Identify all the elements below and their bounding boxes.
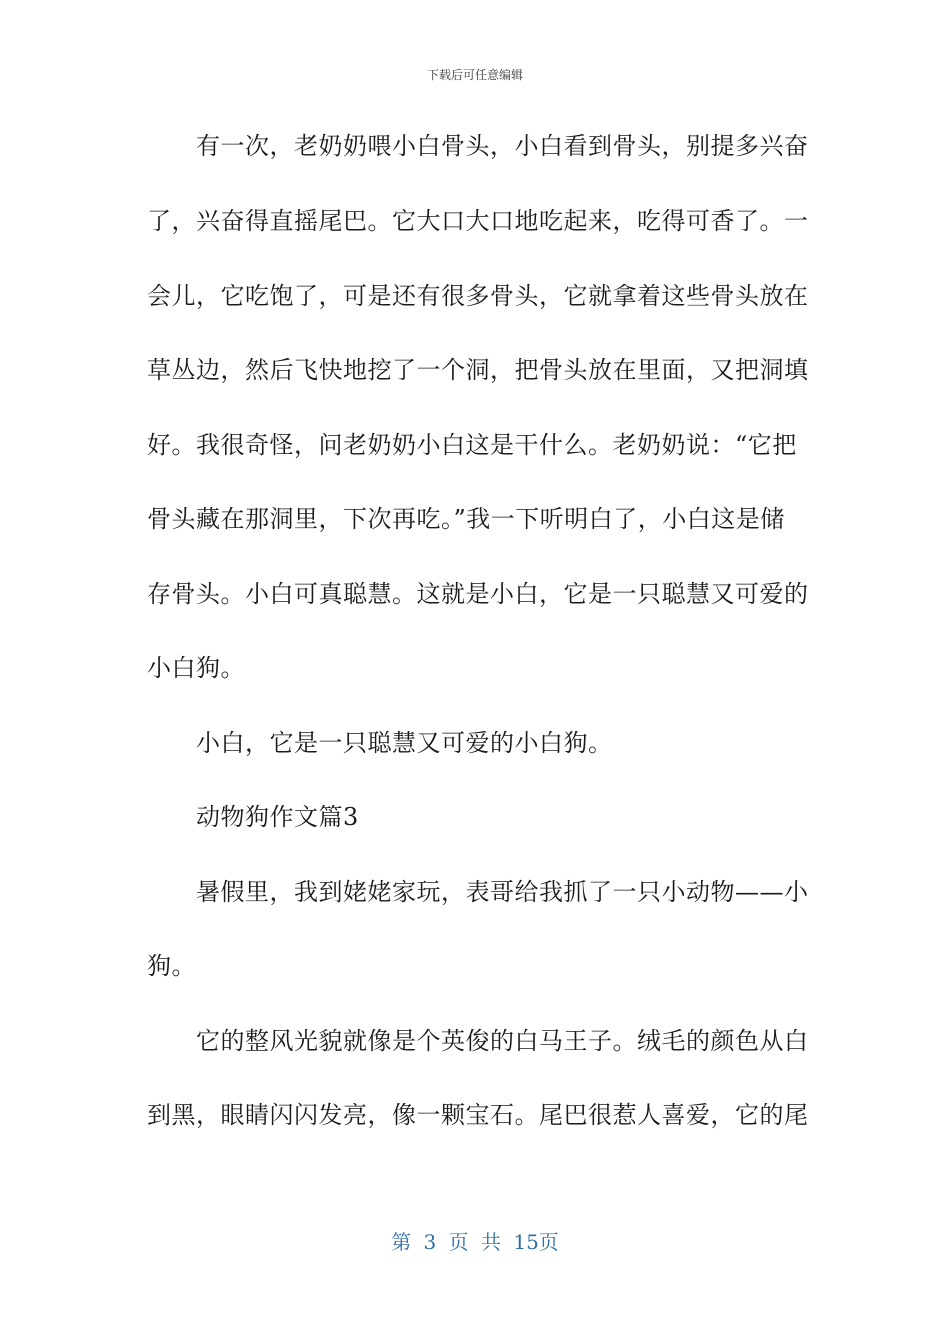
text-line: 暑假里，我到姥姥家玩，表哥给我抓了一只小动物——小: [147, 878, 809, 906]
text-line: 有一次，老奶奶喂小白骨头，小白看到骨头，别提多兴奋: [147, 132, 809, 160]
text-line: 好。我很奇怪，问老奶奶小白这是干什么。老奶奶说：“它把: [147, 431, 797, 459]
text-line: 了，兴奋得直摇尾巴。它大口大口地吃起来，吃得可香了。一: [147, 207, 809, 235]
text-line: 它的整风光貌就像是个英俊的白马王子。绒毛的颜色从白: [147, 1027, 809, 1055]
page-number-footer: 第 3 页 共 15页: [391, 1230, 559, 1254]
text-line: 会儿，它吃饱了，可是还有很多骨头，它就拿着这些骨头放在: [147, 282, 809, 310]
text-line: 存骨头。小白可真聪慧。这就是小白，它是一只聪慧又可爱的: [147, 580, 809, 608]
text-line: 到黑，眼睛闪闪发亮，像一颗宝石。尾巴很惹人喜爱，它的尾: [147, 1101, 809, 1129]
text-line: 小白，它是一只聪慧又可爱的小白狗。: [147, 729, 613, 757]
text-line: 小白狗。: [147, 654, 245, 682]
text-line: 骨头藏在那洞里，下次再吃。”我一下听明白了，小白这是储: [147, 505, 785, 533]
text-line: 草丛边，然后飞快地挖了一个洞，把骨头放在里面，又把洞填: [147, 356, 809, 384]
section-heading: 动物狗作文篇3: [147, 803, 359, 831]
text-line: 狗。: [147, 952, 196, 980]
page-header-note: 下载后可任意编辑: [426, 68, 523, 82]
